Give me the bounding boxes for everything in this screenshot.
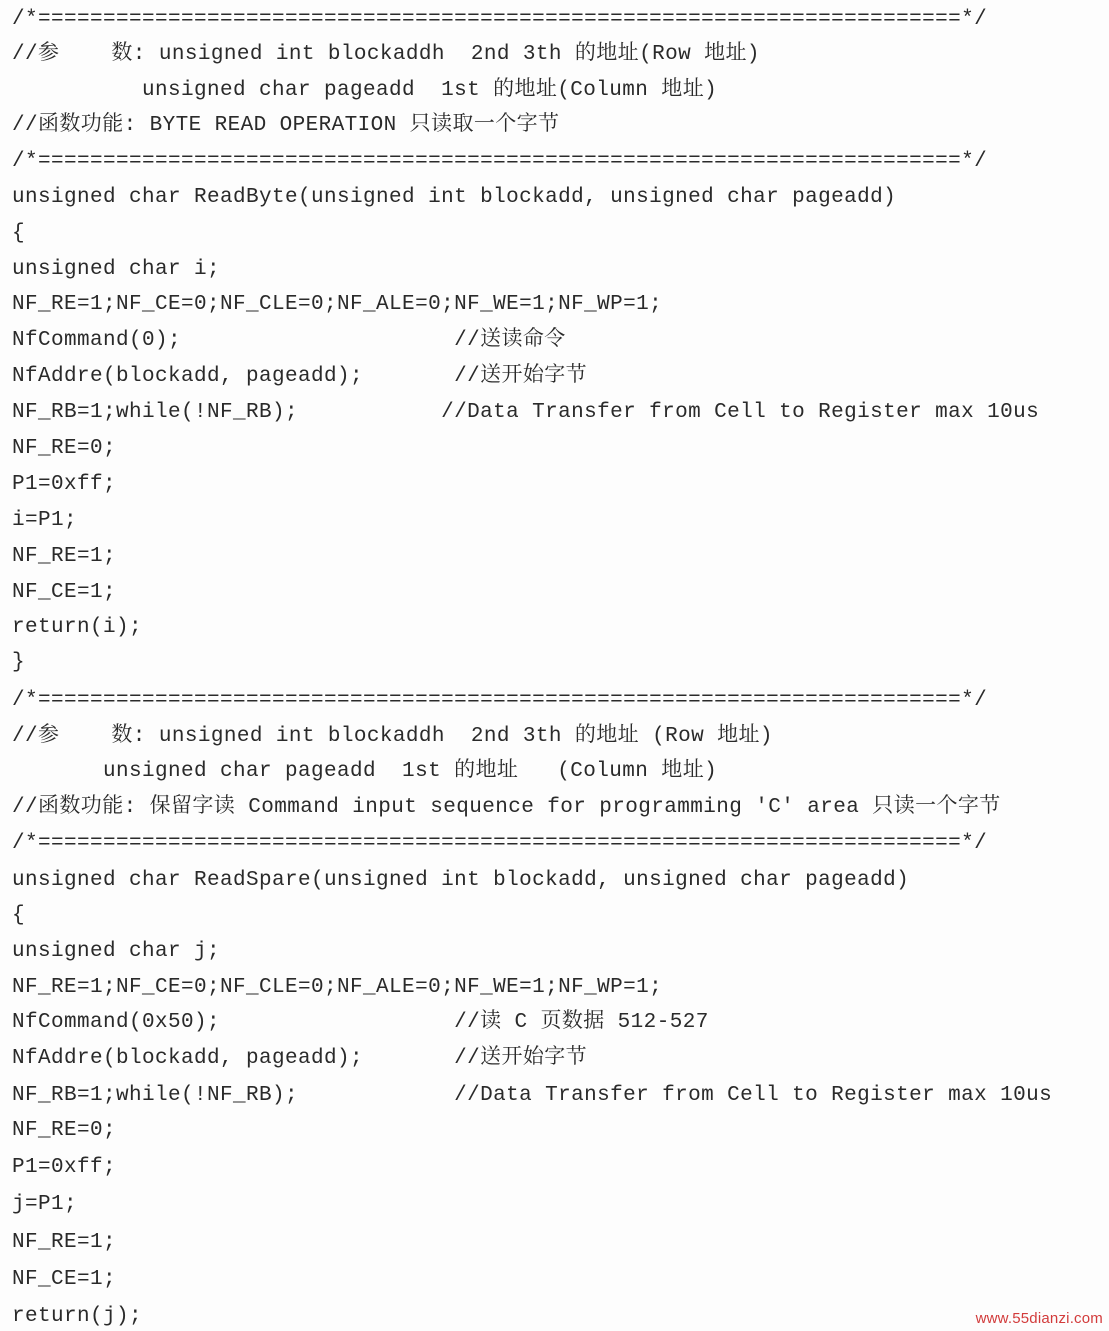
code-line: NF_RE=1; <box>12 545 117 568</box>
code-line: /*=======================================================================*/ <box>12 689 988 712</box>
code-line: return(i); <box>12 616 143 639</box>
code-line: return(j); <box>12 1305 143 1328</box>
code-line: unsigned char j; <box>12 940 221 963</box>
code-line: //参 数: unsigned int blockaddh 2nd 3th 的地址(Row 地址) <box>12 43 760 66</box>
code-line: NF_RE=1;NF_CE=0;NF_CLE=0;NF_ALE=0;NF_WE=1;NF_WP=1; <box>12 293 663 316</box>
code-line: P1=0xff; <box>12 1156 117 1179</box>
code-line: { <box>12 904 26 927</box>
code-line: NF_RE=1; <box>12 1231 117 1254</box>
code-line: NF_RE=0; <box>12 1119 117 1142</box>
code-line: unsigned char ReadByte(unsigned int blockadd, unsigned char pageadd) <box>12 186 897 209</box>
code-line: i=P1; <box>12 509 78 532</box>
code-line: //函数功能: BYTE READ OPERATION 只读取一个字节 <box>12 114 560 137</box>
code-line: NF_RE=0; <box>12 437 117 460</box>
code-line: NF_RB=1;while(!NF_RB); //Data Transfer from Cell to Register max 10us <box>12 1084 1053 1107</box>
code-line: j=P1; <box>12 1193 78 1216</box>
code-line: NfCommand(0); //送读命令 <box>12 329 566 352</box>
code-line: P1=0xff; <box>12 473 117 496</box>
code-line: /*=======================================================================*/ <box>12 150 988 173</box>
code-line: NF_CE=1; <box>12 581 117 604</box>
code-line: //函数功能: 保留字读 Command input sequence for programming 'C' area 只读一个字节 <box>12 796 1001 819</box>
code-line: unsigned char pageadd 1st 的地址(Column 地址) <box>12 79 718 102</box>
code-line: NfAddre(blockadd, pageadd); //送开始字节 <box>12 1047 588 1070</box>
code-line: //参 数: unsigned int blockaddh 2nd 3th 的地址 (Row 地址) <box>12 725 773 748</box>
code-line: NfCommand(0x50); //读 C 页数据 512-527 <box>12 1011 709 1034</box>
code-line: /*=======================================================================*/ <box>12 8 988 31</box>
code-line: } <box>12 651 26 674</box>
code-line: NfAddre(blockadd, pageadd); //送开始字节 <box>12 365 588 388</box>
site-watermark: www.55dianzi.com <box>975 1310 1103 1327</box>
code-line: unsigned char ReadSpare(unsigned int blockadd, unsigned char pageadd) <box>12 869 910 892</box>
code-line: /*=======================================================================*/ <box>12 832 988 855</box>
code-line: unsigned char pageadd 1st 的地址 (Column 地址) <box>12 760 718 783</box>
code-line: NF_CE=1; <box>12 1268 117 1291</box>
code-line: unsigned char i; <box>12 258 221 281</box>
code-line: NF_RB=1;while(!NF_RB); //Data Transfer from Cell to Register max 10us <box>12 401 1040 424</box>
code-line: NF_RE=1;NF_CE=0;NF_CLE=0;NF_ALE=0;NF_WE=1;NF_WP=1; <box>12 976 663 999</box>
code-line: { <box>12 222 26 245</box>
